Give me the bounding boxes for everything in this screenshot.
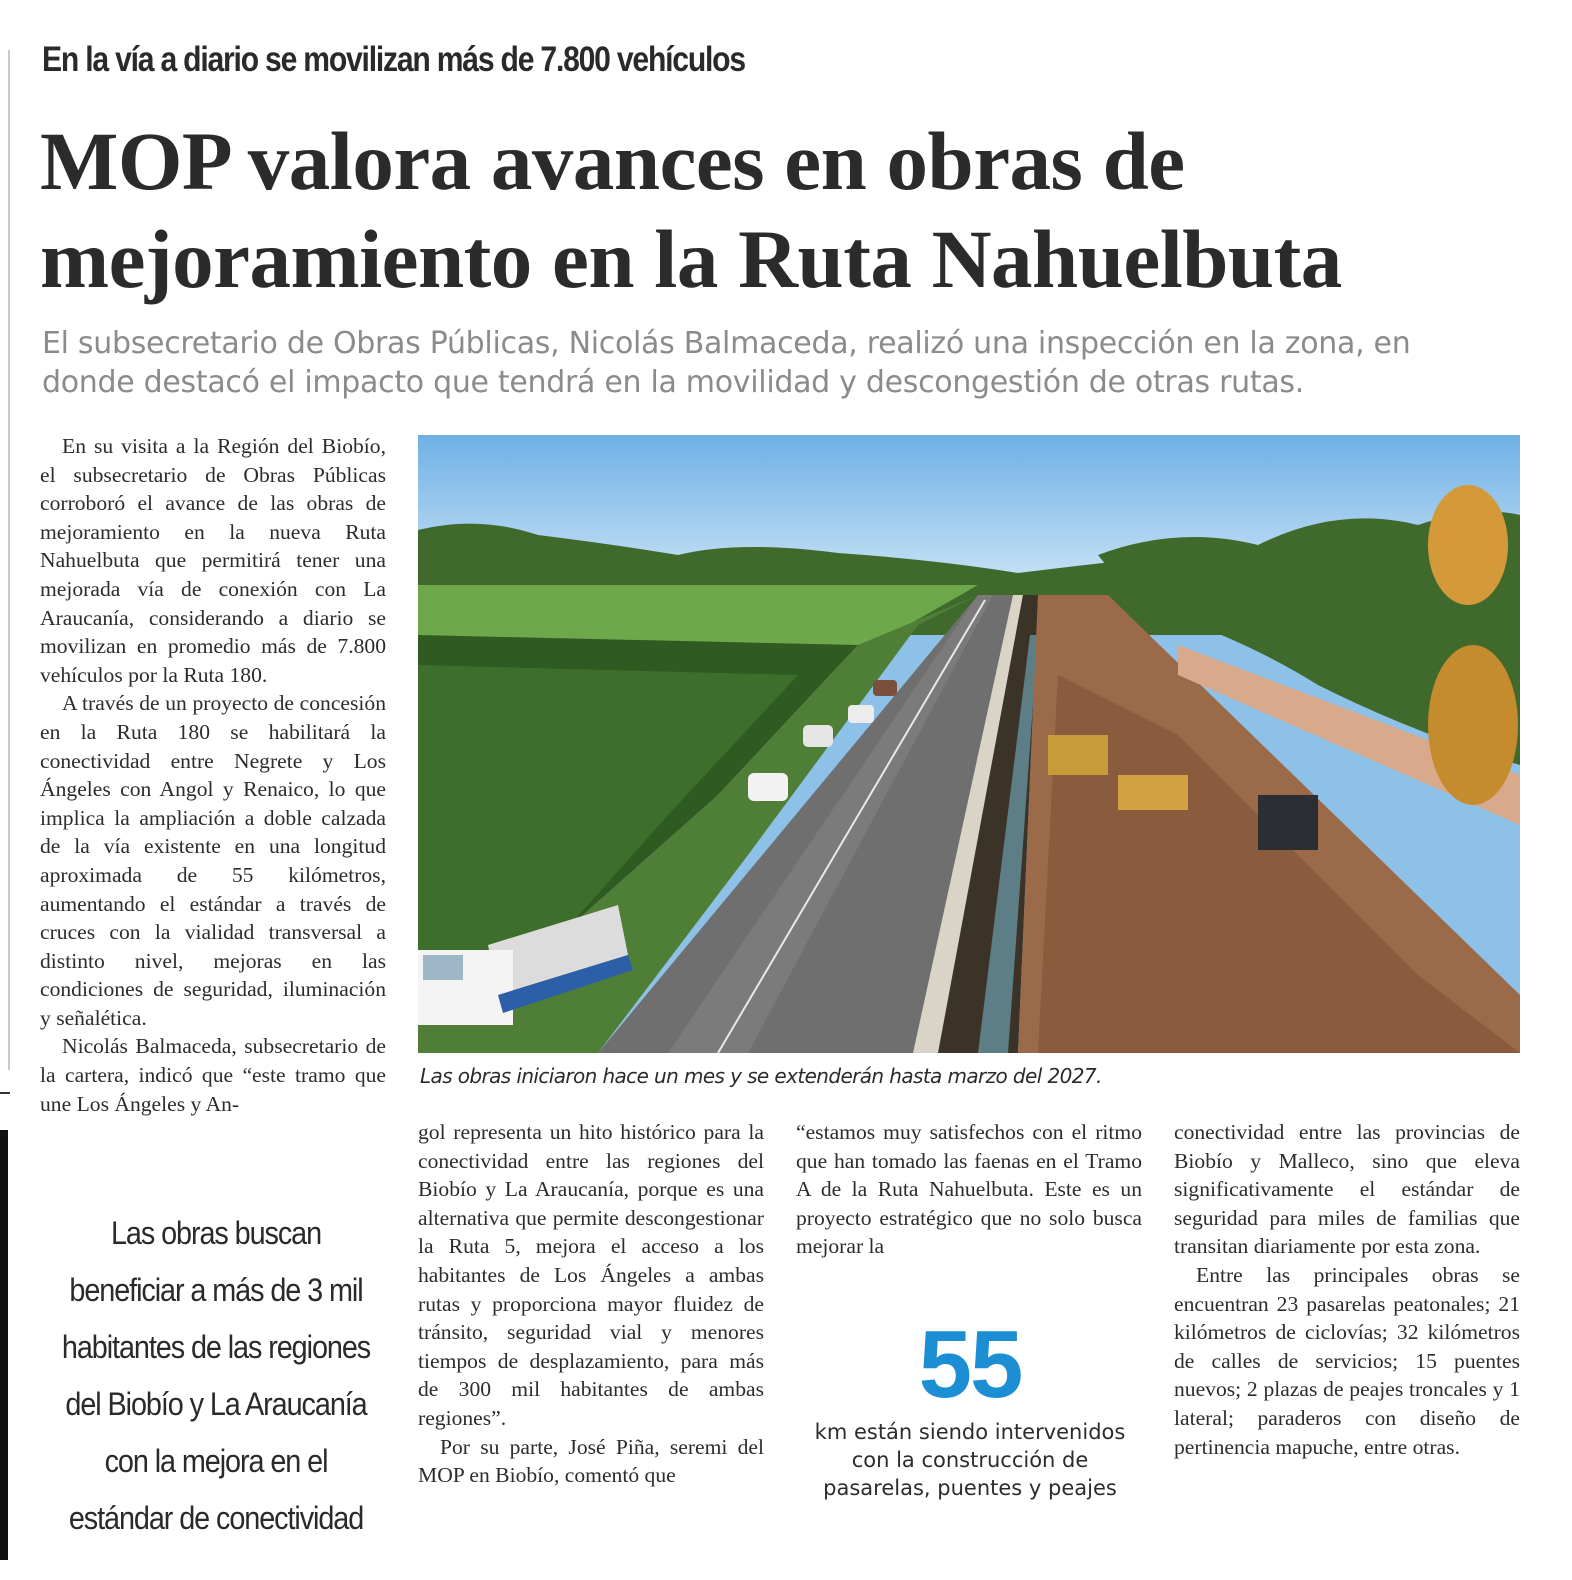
deck-line-1: El subsecretario de Obras Públicas, Nicolás Balmaceda, realizó una inspección en la zona, en bbox=[42, 326, 1411, 361]
body-paragraph: conectividad entre las provincias de Biobío y Malleco, sino que eleva significativamente el estándar de seguridad para miles de familias que transitan diariamente por esta zona. bbox=[1174, 1120, 1520, 1259]
pull-quote bbox=[36, 1205, 396, 1547]
photo-road-construction bbox=[418, 435, 1520, 1053]
left-margin-bar bbox=[0, 1130, 8, 1560]
pull-quote-text: Las obras buscan beneficiar a más de 3 mil habitantes de las regiones del Biobío y La Araucanía con la mejora en el estándar de conectividad bbox=[61, 1215, 371, 1536]
body-column-1 bbox=[40, 432, 386, 1118]
kicker: En la vía a diario se movilizan más de 7.800 vehículos bbox=[42, 40, 745, 79]
page-tick-mark bbox=[0, 1092, 10, 1094]
body-paragraph: gol representa un hito histórico para la conectividad entre las regiones del Biobío y La Araucanía, porque es una alternativa que permite descongestionar la Ruta 5, mejora el acceso a los habitantes de Los Ángeles a ambas rutas y proporciona mayor fluidez de tránsito, seguridad vial y menores tiempos de desplazamiento, para más de 300 mil habitantes de ambas regiones”. bbox=[418, 1120, 764, 1430]
stat-description: km están siendo intervenidos con la construcción de pasarelas, puentes y peajes bbox=[814, 1420, 1126, 1500]
body-column-4 bbox=[1174, 1118, 1520, 1461]
body-paragraph: A través de un proyecto de concesión en la Ruta 180 se habilitará la conectividad entre Negrete y Los Ángeles con Angol y Renaico, lo que implica la ampliación a doble calzada de la vía existente en una longitud aproximada de 55 kilómetros, aumentando el estándar a través de cruces con la vialidad transversal a distinto nivel, mejoras en las condiciones de seguridad, iluminación y señalética. bbox=[40, 691, 386, 1030]
body-paragraph: Nicolás Balmaceda, subsecretario de la cartera, indicó que “este tramo que une Los Ángeles y An- bbox=[40, 1034, 386, 1116]
body-paragraph: Por su parte, José Piña, seremi del MOP en Biobío, comentó que bbox=[418, 1434, 764, 1488]
headline bbox=[40, 112, 1540, 308]
body-paragraph: En su visita a la Región del Biobío, el subsecretario de Obras Públicas corroboró el avance de las obras de mejoramiento en la nueva Ruta Nahuelbuta que permitirá tener una mejorada vía de conexión con La Araucanía, considerando a diario se movilizan en promedio más de 7.800 vehículos por la Ruta 180. bbox=[40, 434, 386, 687]
photo-caption: Las obras iniciaron hace un mes y se extenderán hasta marzo del 2027. bbox=[420, 1064, 1102, 1088]
photo-illustration bbox=[418, 435, 1520, 1053]
body-column-3 bbox=[796, 1118, 1142, 1261]
deck-line-2: donde destacó el impacto que tendrá en la movilidad y descongestión de otras rutas. bbox=[42, 365, 1304, 400]
headline-line-1: MOP valora avances en obras de bbox=[40, 115, 1185, 207]
body-paragraph: Entre las principales obras se encuentran 23 pasarelas peatonales; 21 kilómetros de ciclovías; 32 kilómetros de calles de servicios; 15 puentes nuevos; 2 plazas de peajes troncales y 1 lateral; paraderos con diseño de pertinencia mapuche, entre otras. bbox=[1174, 1262, 1520, 1459]
deck bbox=[42, 324, 1542, 402]
stat-number: 55 bbox=[918, 1311, 1022, 1418]
headline-line-2: mejoramiento en la Ruta Nahuelbuta bbox=[40, 213, 1342, 305]
body-paragraph: “estamos muy satisfechos con el ritmo que han tomado las faenas en el Tramo A de la Ruta Nahuelbuta. Este es un proyecto estratégico que no solo busca mejorar la bbox=[796, 1120, 1142, 1259]
left-column-rule bbox=[8, 50, 10, 1070]
body-column-2 bbox=[418, 1118, 764, 1490]
